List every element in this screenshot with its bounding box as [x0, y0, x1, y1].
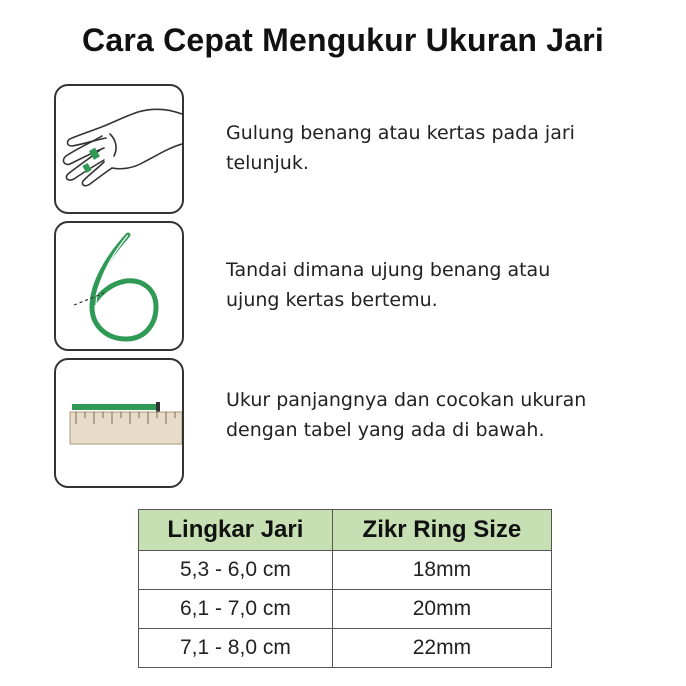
cell-circumference: 5,3 - 6,0 cm — [139, 551, 333, 590]
step-1-line-2: telunjuk. — [226, 152, 309, 174]
cell-ring-size: 22mm — [332, 629, 551, 668]
step-1-icon-box — [54, 84, 184, 214]
step-3-icon-box — [54, 358, 184, 488]
table-row — [139, 551, 552, 590]
ruler-measure-icon — [56, 360, 182, 486]
step-2-text — [226, 255, 646, 315]
header-ring-size: Zikr Ring Size — [332, 510, 551, 551]
step-3 — [54, 358, 634, 488]
header-lingkar-jari: Lingkar Jari — [139, 510, 333, 551]
step-2-line-1: Tandai dimana ujung benang atau — [226, 259, 551, 281]
step-2-icon-box — [54, 221, 184, 351]
table-header-row — [139, 510, 552, 551]
hand-wrap-icon — [56, 86, 182, 212]
step-3-text — [226, 385, 646, 445]
step-3-line-1: Ukur panjangnya dan cocokan ukuran — [226, 389, 587, 411]
step-2 — [54, 221, 634, 351]
step-1-text — [226, 118, 646, 178]
table-row — [139, 629, 552, 668]
cell-circumference: 6,1 - 7,0 cm — [139, 590, 333, 629]
cell-ring-size: 18mm — [332, 551, 551, 590]
thread-mark-icon — [56, 223, 182, 349]
step-1 — [54, 84, 634, 214]
cell-circumference: 7,1 - 8,0 cm — [139, 629, 333, 668]
step-2-line-2: ujung kertas bertemu. — [226, 289, 438, 311]
page-title: Cara Cepat Mengukur Ukuran Jari — [82, 22, 604, 58]
cell-ring-size: 20mm — [332, 590, 551, 629]
table-row — [139, 590, 552, 629]
step-1-line-1: Gulung benang atau kertas pada jari — [226, 122, 575, 144]
step-3-line-2: dengan tabel yang ada di bawah. — [226, 419, 545, 441]
ring-size-table — [138, 509, 552, 668]
